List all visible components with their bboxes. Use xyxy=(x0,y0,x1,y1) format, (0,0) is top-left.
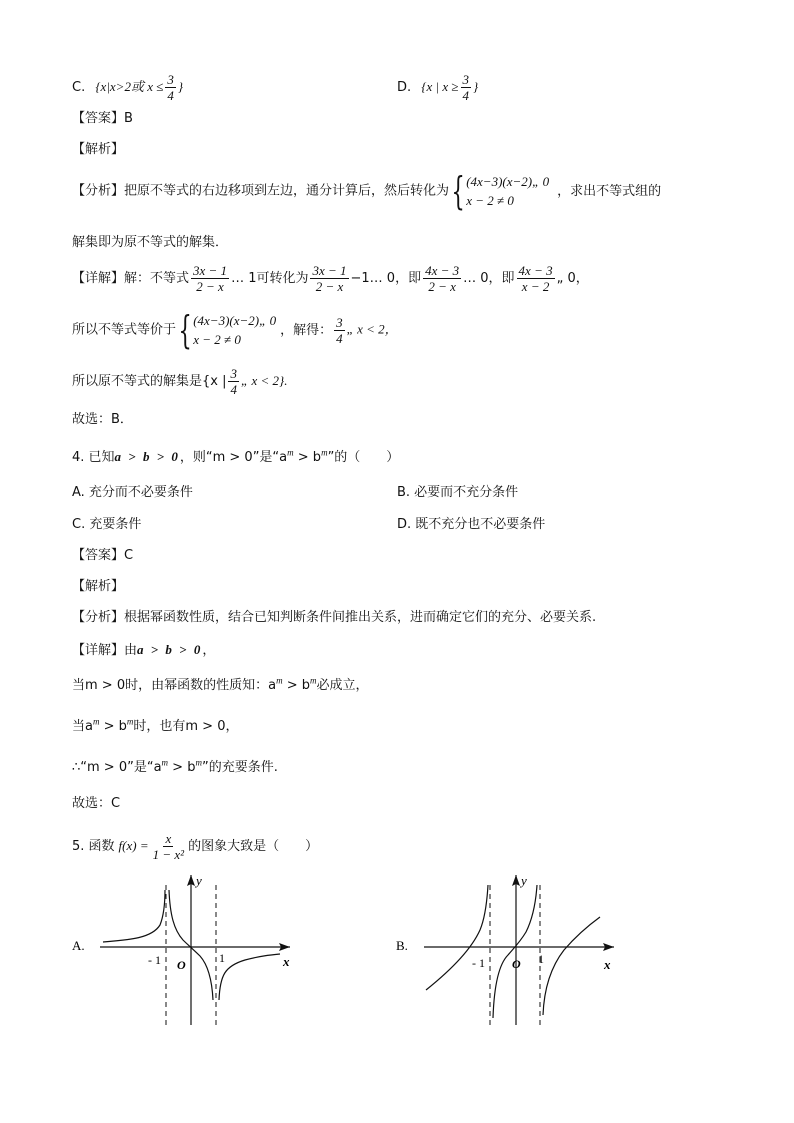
q3-option-c-label: C. xyxy=(72,80,86,95)
origin-label: O xyxy=(512,957,521,971)
line-text: ”的充要条件. xyxy=(201,760,278,775)
line-text: 当a xyxy=(72,719,93,734)
q4-stem xyxy=(72,448,399,467)
frac-num: 3 xyxy=(462,72,469,87)
frac xyxy=(423,263,461,294)
xiangjie-text: ， xyxy=(202,643,216,658)
line-text: > b xyxy=(168,760,196,775)
q4-line1 xyxy=(72,677,369,695)
frac-num: 3x − 1 xyxy=(312,263,347,278)
q4-line3 xyxy=(72,759,278,777)
superscript: m xyxy=(126,716,134,727)
xiangjie-text: 【详解】解：不等式 xyxy=(72,271,190,286)
superscript: m xyxy=(287,447,294,458)
line-text: 时，也有m > 0， xyxy=(133,719,239,734)
stem-text: 4. 已知 xyxy=(72,450,115,465)
stem-text: ，则“m > 0”是“a xyxy=(179,450,288,465)
tick-neg1: - 1 xyxy=(472,956,485,970)
system-line: (4x−3)(x−2)„ 0 xyxy=(193,313,277,328)
line-text: ∴“m > 0”是“a xyxy=(72,760,162,775)
q3-fenxi xyxy=(72,169,662,213)
line-text: > b xyxy=(282,678,310,693)
curve-right xyxy=(543,917,600,1015)
q3-xiangjie xyxy=(72,263,589,294)
q4-option-c: C. 充要条件 xyxy=(72,517,142,532)
graph-a-label: A. xyxy=(72,938,85,953)
frac-den: 2 − x xyxy=(196,279,224,294)
frac-den: 4 xyxy=(462,88,469,103)
q3-option-d-set: {x | x ≥ xyxy=(421,79,459,94)
frac-num: 3x − 1 xyxy=(193,263,228,278)
graph-b-label: B. xyxy=(396,938,408,953)
left-brace: { xyxy=(178,308,192,352)
q3-guxuan: 故选：B． xyxy=(72,412,133,427)
superscript: m xyxy=(92,716,100,727)
q3-option-d-label: D. xyxy=(397,80,412,95)
xiangjie-text: … 0，即 xyxy=(463,271,515,286)
q5-stem xyxy=(72,831,318,862)
fenxi-system xyxy=(466,172,549,210)
q4-guxuan: 故选：C xyxy=(72,796,121,811)
curve-left xyxy=(426,885,488,990)
frac-num: 3 xyxy=(167,72,174,87)
frac-den: 2 − x xyxy=(428,279,456,294)
frac xyxy=(191,263,229,294)
superscript: m xyxy=(309,675,317,686)
frac xyxy=(517,263,555,294)
q3-option-c-frac xyxy=(165,72,176,103)
origin-label: O xyxy=(177,958,186,972)
q3-option-c xyxy=(72,72,183,103)
q3-fenxi-cont: 解集即为原不等式的解集． xyxy=(72,235,229,250)
tick-neg1: - 1 xyxy=(148,953,161,967)
q3-answer: 【答案】B xyxy=(72,111,133,126)
frac-den: x − 2 xyxy=(521,279,550,294)
frac xyxy=(334,315,345,346)
q4-option-d: D. 既不充分也不必要条件 xyxy=(397,517,546,532)
frac xyxy=(228,366,239,397)
frac-num: 4x − 3 xyxy=(425,263,460,278)
graph-b xyxy=(396,870,636,1030)
curve-right xyxy=(219,954,280,1000)
frac-den: 1 − x² xyxy=(152,847,185,862)
superscript: m xyxy=(161,757,169,768)
stem-text: 的图象大致是（ ） xyxy=(188,839,319,854)
dengjia-system xyxy=(193,311,276,349)
q4-fenxi: 【分析】根据幂函数性质，结合已知判断条件间推出关系，进而确定它们的充分、必要关系. xyxy=(72,610,597,625)
q4-option-a: A. 充分而不必要条件 xyxy=(72,485,193,500)
superscript: m xyxy=(195,757,202,768)
dengjia-text: ，解得： xyxy=(280,322,333,338)
superscript: m xyxy=(276,675,283,686)
q3-jiexi-heading: 【解析】 xyxy=(72,142,125,157)
q3-option-d-frac xyxy=(461,72,472,103)
system-line: x − 2 ≠ 0 xyxy=(466,193,514,208)
q4-answer: 【答案】C xyxy=(72,548,134,563)
set-close: } xyxy=(473,79,479,94)
tick-1: 1 xyxy=(219,951,225,965)
tick-1: 1 xyxy=(538,952,544,966)
graph-a xyxy=(70,870,310,1030)
frac-num: 3 xyxy=(230,366,237,381)
xiangjie-text: … 1可转化为 xyxy=(231,271,309,286)
frac-num: 3 xyxy=(336,314,343,330)
line-text: > b xyxy=(99,719,127,734)
y-label: y xyxy=(196,873,202,888)
frac xyxy=(310,263,348,294)
jieji-text: 所以原不等式的解集是{x | xyxy=(72,374,227,389)
fenxi-text: ，求出不等式组的 xyxy=(557,183,662,199)
q3-option-d xyxy=(397,72,478,103)
xiangjie-math: a > b > 0 xyxy=(137,642,203,657)
frac-den: 2 − x xyxy=(315,279,344,294)
set-close: } xyxy=(177,79,184,94)
frac-den: 4 xyxy=(336,330,343,346)
frac-num: x xyxy=(165,831,172,846)
frac-den: 4 xyxy=(230,382,237,397)
left-brace: { xyxy=(451,169,465,213)
dengjia-text: 所以不等式等价于 xyxy=(72,322,177,338)
system-line: x − 2 ≠ 0 xyxy=(193,332,241,347)
x-label: x xyxy=(604,957,611,972)
curve-left xyxy=(103,890,165,942)
y-label: y xyxy=(521,873,527,888)
q4-jiexi-heading: 【解析】 xyxy=(72,579,125,594)
superscript: m xyxy=(321,447,328,458)
system-line: (4x−3)(x−2)„ 0 xyxy=(466,174,550,189)
stem-text: 5. 函数 xyxy=(72,839,115,854)
frac-den: 4 xyxy=(167,88,174,103)
stem-text: > b xyxy=(293,450,322,465)
q4-option-b: B. 必要而不充分条件 xyxy=(397,485,519,500)
q4-xiangjie xyxy=(72,641,215,660)
xiangjie-text: 【详解】由 xyxy=(72,643,138,658)
xiangjie-text: −1… 0，即 xyxy=(350,271,422,286)
frac xyxy=(151,831,186,862)
jieji-text: „ x < 2}. xyxy=(240,373,288,388)
q3-option-c-set: {x|x>2或 x ≤ xyxy=(95,79,164,94)
q4-line2 xyxy=(72,718,238,736)
frac-num: 4x − 3 xyxy=(518,263,553,278)
stem-text: ”的（ ） xyxy=(327,450,400,465)
stem-math: a > b > 0 xyxy=(114,449,180,464)
line-text: 当m > 0时，由幂函数的性质知：a xyxy=(72,678,277,693)
line-text: 必成立， xyxy=(316,678,369,693)
curve-middle xyxy=(493,885,537,1018)
x-label: x xyxy=(283,954,290,969)
q3-dengjia xyxy=(72,308,398,352)
dengjia-text: „ x < 2， xyxy=(346,321,398,337)
fenxi-text: 【分析】把原不等式的右边移项到左边，通分计算后，然后转化为 xyxy=(72,183,450,199)
q3-jieji xyxy=(72,366,287,397)
xiangjie-text: „ 0， xyxy=(556,271,589,286)
stem-math: f(x) = xyxy=(118,838,149,853)
